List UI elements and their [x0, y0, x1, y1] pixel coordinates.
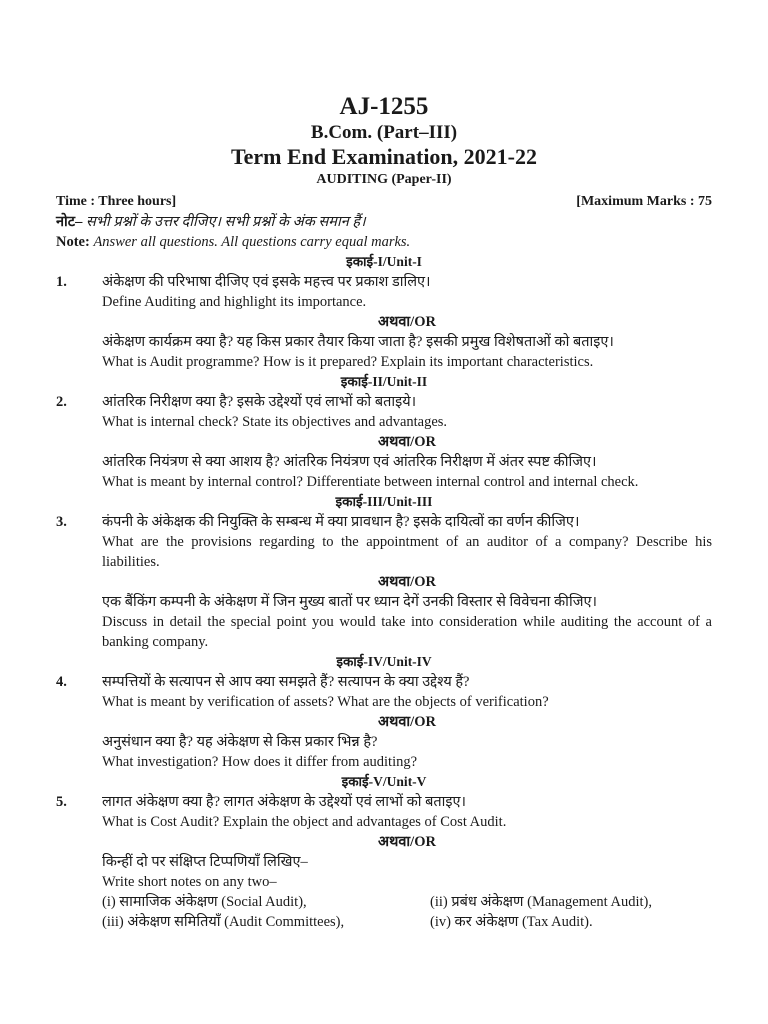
- question: [56, 392, 712, 492]
- paper-title: AUDITING (Paper-II): [316, 172, 452, 187]
- alternative-text-english: What investigation? How does it differ from auditing?: [102, 754, 418, 770]
- question-number: 4.: [56, 674, 67, 690]
- option-item: (i) सामाजिक अंकेक्षण (Social Audit),: [102, 894, 307, 910]
- short-note-options: [102, 892, 712, 932]
- note-hindi-label: नोट–: [56, 214, 83, 230]
- or-label: अथवा/OR: [378, 574, 436, 590]
- alternative-text-hindi: आंतरिक नियंत्रण से क्या आशय है? आंतरिक नियंत्रण एवं आंतरिक निरीक्षण में अंतर स्पष्ट कीजिए।: [102, 454, 597, 470]
- question-text-english: What are the provisions regarding to the appointment of an auditor of a company? Describe his liabilities.: [102, 534, 712, 570]
- alternative-text-english: What is Audit programme? How is it prepared? Explain its important characteristics.: [102, 354, 594, 370]
- question-text-english: Define Auditing and highlight its importance.: [102, 294, 367, 310]
- or-label: अथवा/OR: [378, 714, 436, 730]
- question: [56, 512, 712, 652]
- question-number: 3.: [56, 514, 67, 530]
- or-label: अथवा/OR: [378, 434, 436, 450]
- question-text-english: What is meant by verification of assets? What are the objects of verification?: [102, 694, 549, 710]
- question-text-hindi: अंकेक्षण की परिभाषा दीजिए एवं इसके महत्त्व पर प्रकाश डालिए।: [102, 274, 431, 290]
- question: [56, 792, 712, 932]
- alternative-text-english: What is meant by internal control? Differentiate between internal control and internal check.: [102, 474, 639, 490]
- alternative-text-english: Discuss in detail the special point you would take into consideration while auditing the account of a banking company.: [102, 614, 712, 650]
- question-paper: [56, 92, 712, 932]
- unit-heading: इकाई-V/Unit-V: [341, 774, 427, 789]
- unit-heading: इकाई-I/Unit-I: [346, 254, 422, 269]
- question-text-english: What is internal check? State its objectives and advantages.: [102, 414, 448, 430]
- note-hindi: [56, 212, 712, 232]
- unit-heading: इकाई-IV/Unit-IV: [336, 654, 432, 669]
- option-item: (ii) प्रबंध अंकेक्षण (Management Audit),: [430, 894, 652, 910]
- question-text-hindi: कंपनी के अंकेक्षक की नियुक्ति के सम्बन्ध में क्या प्रावधान है? इसके दायित्वों का वर्णन कीजिए।: [102, 514, 580, 530]
- option-item: (iii) अंकेक्षण समितियाँ (Audit Committees),: [102, 914, 345, 930]
- note-english-text: Answer all questions. All questions carry equal marks.: [93, 234, 411, 250]
- question: [56, 672, 712, 772]
- alternative-text-hindi: अंकेक्षण कार्यक्रम क्या है? यह किस प्रकार तैयार किया जाता है? इसकी प्रमुख विशेषताओं को बताइए।: [102, 334, 614, 350]
- question-text-hindi: लागत अंकेक्षण क्या है? लागत अंकेक्षण के उद्देश्यों एवं लाभों को बताइए।: [102, 794, 467, 810]
- question-number: 1.: [56, 274, 67, 290]
- question-text-hindi: सम्पत्तियों के सत्यापन से आप क्या समझते हैं? सत्यापन के क्या उद्देश्य हैं?: [102, 674, 470, 690]
- note-english: [56, 232, 712, 252]
- question: [56, 272, 712, 372]
- question-text-hindi: आंतरिक निरीक्षण क्या है? इसके उद्देश्यों एवं लाभों को बताइये।: [102, 394, 417, 410]
- question-number: 2.: [56, 394, 67, 410]
- question-number: 5.: [56, 794, 67, 810]
- exam-meta: [56, 192, 712, 212]
- unit-heading: इकाई-II/Unit-II: [340, 374, 428, 389]
- alternative-text-hindi: किन्हीं दो पर संक्षिप्त टिप्पणियाँ लिखिए–: [102, 854, 308, 870]
- time-label: Time : Three hours]: [56, 194, 177, 209]
- note-hindi-text: सभी प्रश्नों के उत्तर दीजिए। सभी प्रश्नों के अंक समान हैं।: [86, 214, 366, 230]
- note-english-label: Note:: [56, 234, 90, 250]
- alternative-text-english: Write short notes on any two–: [102, 874, 277, 890]
- paper-code: AJ-1255: [339, 93, 429, 120]
- option-item: (iv) कर अंकेक्षण (Tax Audit).: [430, 914, 593, 930]
- exam-title: Term End Examination, 2021-22: [230, 144, 537, 169]
- alternative-text-hindi: एक बैंकिंग कम्पनी के अंकेक्षण में जिन मुख्य बातों पर ध्यान देगें उनकी विस्तार से विवेचना कीजिए।: [102, 594, 597, 610]
- alternative-text-hindi: अनुसंधान क्या है? यह अंकेक्षण से किस प्रकार भिन्न है?: [102, 734, 378, 750]
- course-title: B.Com. (Part–III): [310, 122, 458, 143]
- or-label: अथवा/OR: [378, 314, 436, 330]
- question-text-english: What is Cost Audit? Explain the object and advantages of Cost Audit.: [102, 814, 507, 830]
- or-label: अथवा/OR: [378, 834, 436, 850]
- max-marks-label: [Maximum Marks : 75: [576, 194, 712, 209]
- unit-heading: इकाई-III/Unit-III: [335, 494, 433, 509]
